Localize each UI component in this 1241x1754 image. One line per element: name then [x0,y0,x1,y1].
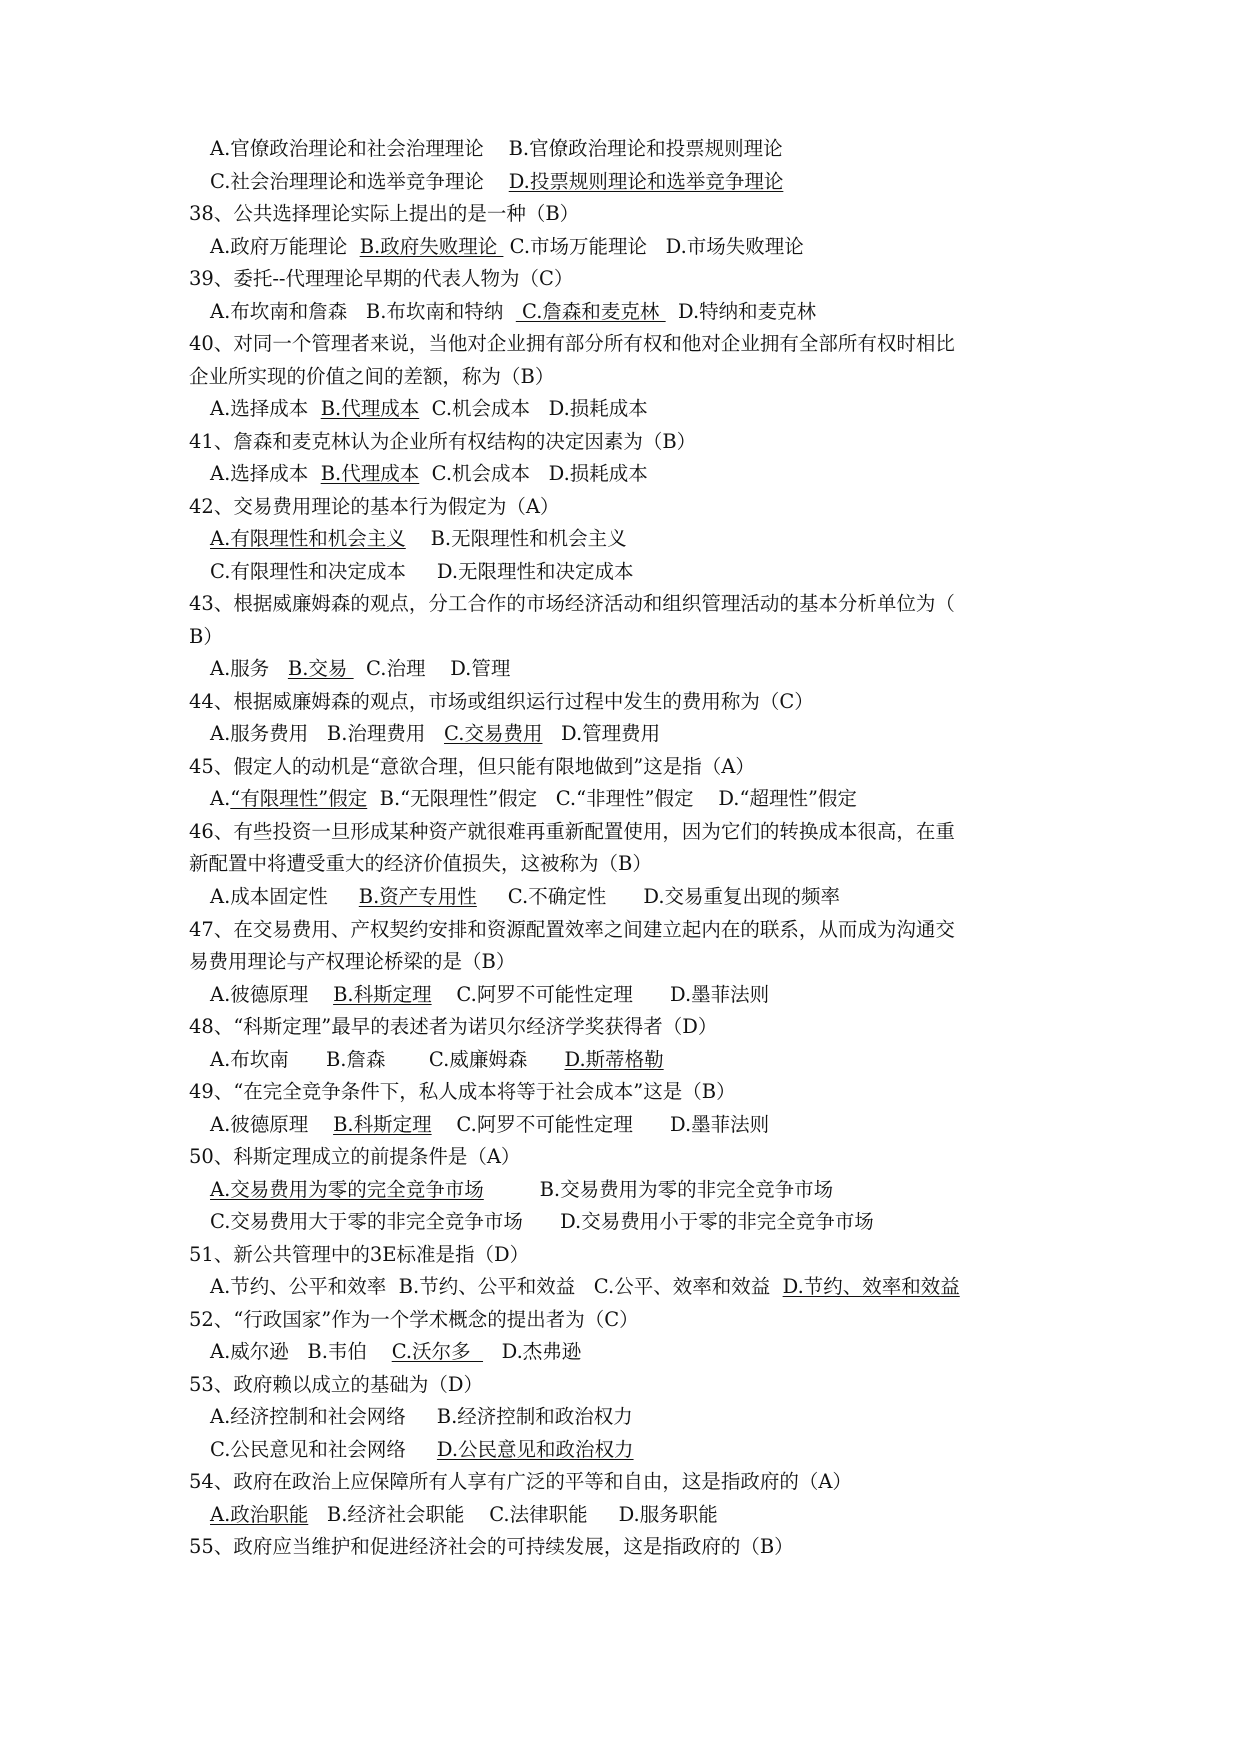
option-line [210,1044,664,1076]
option-line [210,1499,718,1531]
question-line [189,848,652,880]
line-text: 41、詹森和麦克林认为企业所有权结构的决定因素为（B） [189,429,697,453]
answer-text: C.交易费用 [444,722,543,746]
option-line [210,653,510,685]
line-text: 43、根据威廉姆森的观点，分工合作的市场经济活动和组织管理活动的基本分析单位为（ [189,592,955,616]
line-text: B.交易费用为零的非完全竞争市场 [483,1177,834,1201]
answer-text: “有限理性”假定 [230,787,368,811]
line-text: B.经济社会职能 C.法律职能 D.服务职能 [308,1502,718,1526]
answer-text: B.交易 [287,657,354,681]
option-line [210,231,804,263]
answer-text: A.有限理性和机会主义 [210,527,406,551]
line-text: 易费用理论与产权理论桥梁的是（B） [189,950,516,973]
line-text: A.成本固定性 [210,885,359,908]
option-line [210,979,769,1011]
option-line [210,1434,634,1466]
answer-text: D.投票规则理论和选举竞争理论 [508,169,784,193]
line-text: C.机会成本 D.损耗成本 [419,397,648,421]
line-text: 39、委托--代理理论早期的代表人物为（C） [189,267,574,291]
line-text: A.彼德原理 [210,1112,334,1136]
question-line [189,686,814,718]
line-text: A.经济控制和社会网络 B.经济控制和政治权力 [210,1405,633,1429]
line-text: 38、公共选择理论实际上提出的是一种（B） [189,202,580,225]
question-line [189,426,696,458]
option-line [210,718,660,750]
question-line [189,198,579,230]
line-text: A.选择成本 [210,397,321,421]
answer-text: D.斯蒂格勒 [564,1047,664,1071]
answer-text: D.公民意见和政治权力 [436,1437,634,1461]
option-line [210,393,648,425]
line-text: B） [189,624,223,648]
line-text: 53、政府赖以成立的基础为（D） [189,1372,483,1396]
question-line [189,588,955,620]
answer-text: D.节约、效率和效益 [782,1275,960,1299]
option-line [210,783,857,815]
line-text: B.“无限理性”假定 C.“非理性”假定 D.“超理性”假定 [367,787,857,811]
line-text: C.交易费用大于零的非完全竞争市场 D.交易费用小于零的非完全竞争市场 [210,1210,874,1234]
line-text: 55、政府应当维护和促进经济社会的可持续发展，这是指政府的（B） [189,1535,794,1559]
line-text: C.社会治理理论和选举竞争理论 [210,169,509,193]
question-line [189,1011,717,1043]
option-line [210,296,816,328]
answer-text: B.资产专用性 [358,885,477,908]
line-text: 47、在交易费用、产权契约安排和资源配置效率之间建立起内在的联系，从而成为沟通交 [189,917,955,941]
option-line [210,1174,833,1206]
question-line [189,1141,520,1173]
line-text: 新配置中将遭受重大的经济价值损失，这被称为（B） [189,852,652,876]
line-text: A.节约、公平和效率 B.节约、公平和效益 C.公平、效率和效益 [210,1275,783,1299]
answer-text: B.科斯定理 [333,1112,432,1136]
line-text: C.市场万能理论 D.市场失败理论 [503,234,804,258]
line-text: C.不确定性 D.交易重复出现的频率 [476,885,841,908]
answer-text: A.政治职能 [210,1502,309,1526]
line-text: C.阿罗不可能性定理 D.墨菲法则 [431,982,770,1006]
answer-text: A.交易费用为零的完全竞争市场 [210,1177,484,1201]
question-line [189,1531,794,1563]
line-text: 46、有些投资一旦形成某种资产就很难再重新配置使用，因为它们的转换成本很高，在重 [189,819,955,843]
line-text: 49、“在完全竞争条件下，私人成本将等于社会成本”这是（B） [189,1080,736,1104]
option-line [210,458,648,490]
line-text: A.服务 [210,657,288,681]
line-text: A.威尔逊 B.韦伯 [210,1340,392,1364]
line-text: A. [210,787,231,811]
line-text: D.管理费用 [542,722,661,746]
line-text: C.机会成本 D.损耗成本 [419,462,648,486]
question-line [189,751,755,783]
line-text: 42、交易费用理论的基本行为假定为（A） [189,494,560,518]
option-line [210,1206,874,1238]
question-line [189,361,554,393]
option-line [210,881,840,913]
answer-text: C.詹森和麦克林 [515,299,666,323]
answer-text: B.代理成本 [320,462,420,486]
line-text: 44、根据威廉姆森的观点，市场或组织运行过程中发生的费用称为（C） [189,689,814,713]
line-text: A.布坎南 B.詹森 C.威廉姆森 [210,1047,565,1071]
line-text: 54、政府在政治上应保障所有人享有广泛的平等和自由，这是指政府的（A） [189,1470,852,1494]
line-text: C.公民意见和社会网络 [210,1437,437,1461]
line-text: 48、“科斯定理”最早的表述者为诺贝尔经济学奖获得者（D） [189,1015,718,1038]
answer-text: B.政府失败理论 [359,234,504,258]
line-text: C.治理 D.管理 [353,657,511,681]
line-text: A.布坎南和詹森 B.布坎南和特纳 [210,299,516,323]
line-text: A.政府万能理论 [210,234,360,258]
question-line [189,1304,639,1336]
option-line [210,1401,633,1433]
line-text: A.服务费用 B.治理费用 [210,722,445,746]
question-line [189,328,955,360]
line-text: 企业所实现的价值之间的差额，称为（B） [189,364,555,388]
question-line [189,621,223,653]
question-line [189,1369,483,1401]
question-line [189,1076,736,1108]
option-line [210,1109,769,1141]
question-line [189,491,559,523]
line-text: A.选择成本 [210,462,321,486]
line-text: C.阿罗不可能性定理 D.墨菲法则 [431,1112,770,1136]
line-text: D.杰弗逊 [483,1340,582,1364]
line-text: C.有限理性和决定成本 D.无限理性和决定成本 [210,559,634,583]
option-line [210,133,783,165]
answer-text: C.沃尔多 [391,1340,484,1364]
option-line [210,166,783,198]
line-text: 51、新公共管理中的3E标准是指（D） [189,1242,530,1266]
question-line [189,946,515,978]
line-text: D.特纳和麦克林 [665,299,817,323]
option-line [210,556,634,588]
question-line [189,1239,529,1271]
answer-text: B.代理成本 [320,397,420,421]
line-text: 40、对同一个管理者来说，当他对企业拥有部分所有权和他对企业拥有全部所有权时相比 [189,332,955,356]
line-text: A.彼德原理 [210,982,334,1006]
option-line [210,1271,960,1303]
option-line [210,523,627,555]
line-text: 50、科斯定理成立的前提条件是（A） [189,1145,521,1169]
question-line [189,263,573,295]
line-text: 52、“行政国家”作为一个学术概念的提出者为（C） [189,1307,639,1331]
question-line [189,816,955,848]
line-text: B.无限理性和机会主义 [405,527,627,551]
line-text: 45、假定人的动机是“意欲合理，但只能有限地做到”这是指（A） [189,754,755,778]
answer-text: B.科斯定理 [333,982,432,1006]
line-text: A.官僚政治理论和社会治理理论 B.官僚政治理论和投票规则理论 [210,137,783,160]
option-line [210,1336,581,1368]
question-line [189,914,955,946]
question-line [189,1466,852,1498]
